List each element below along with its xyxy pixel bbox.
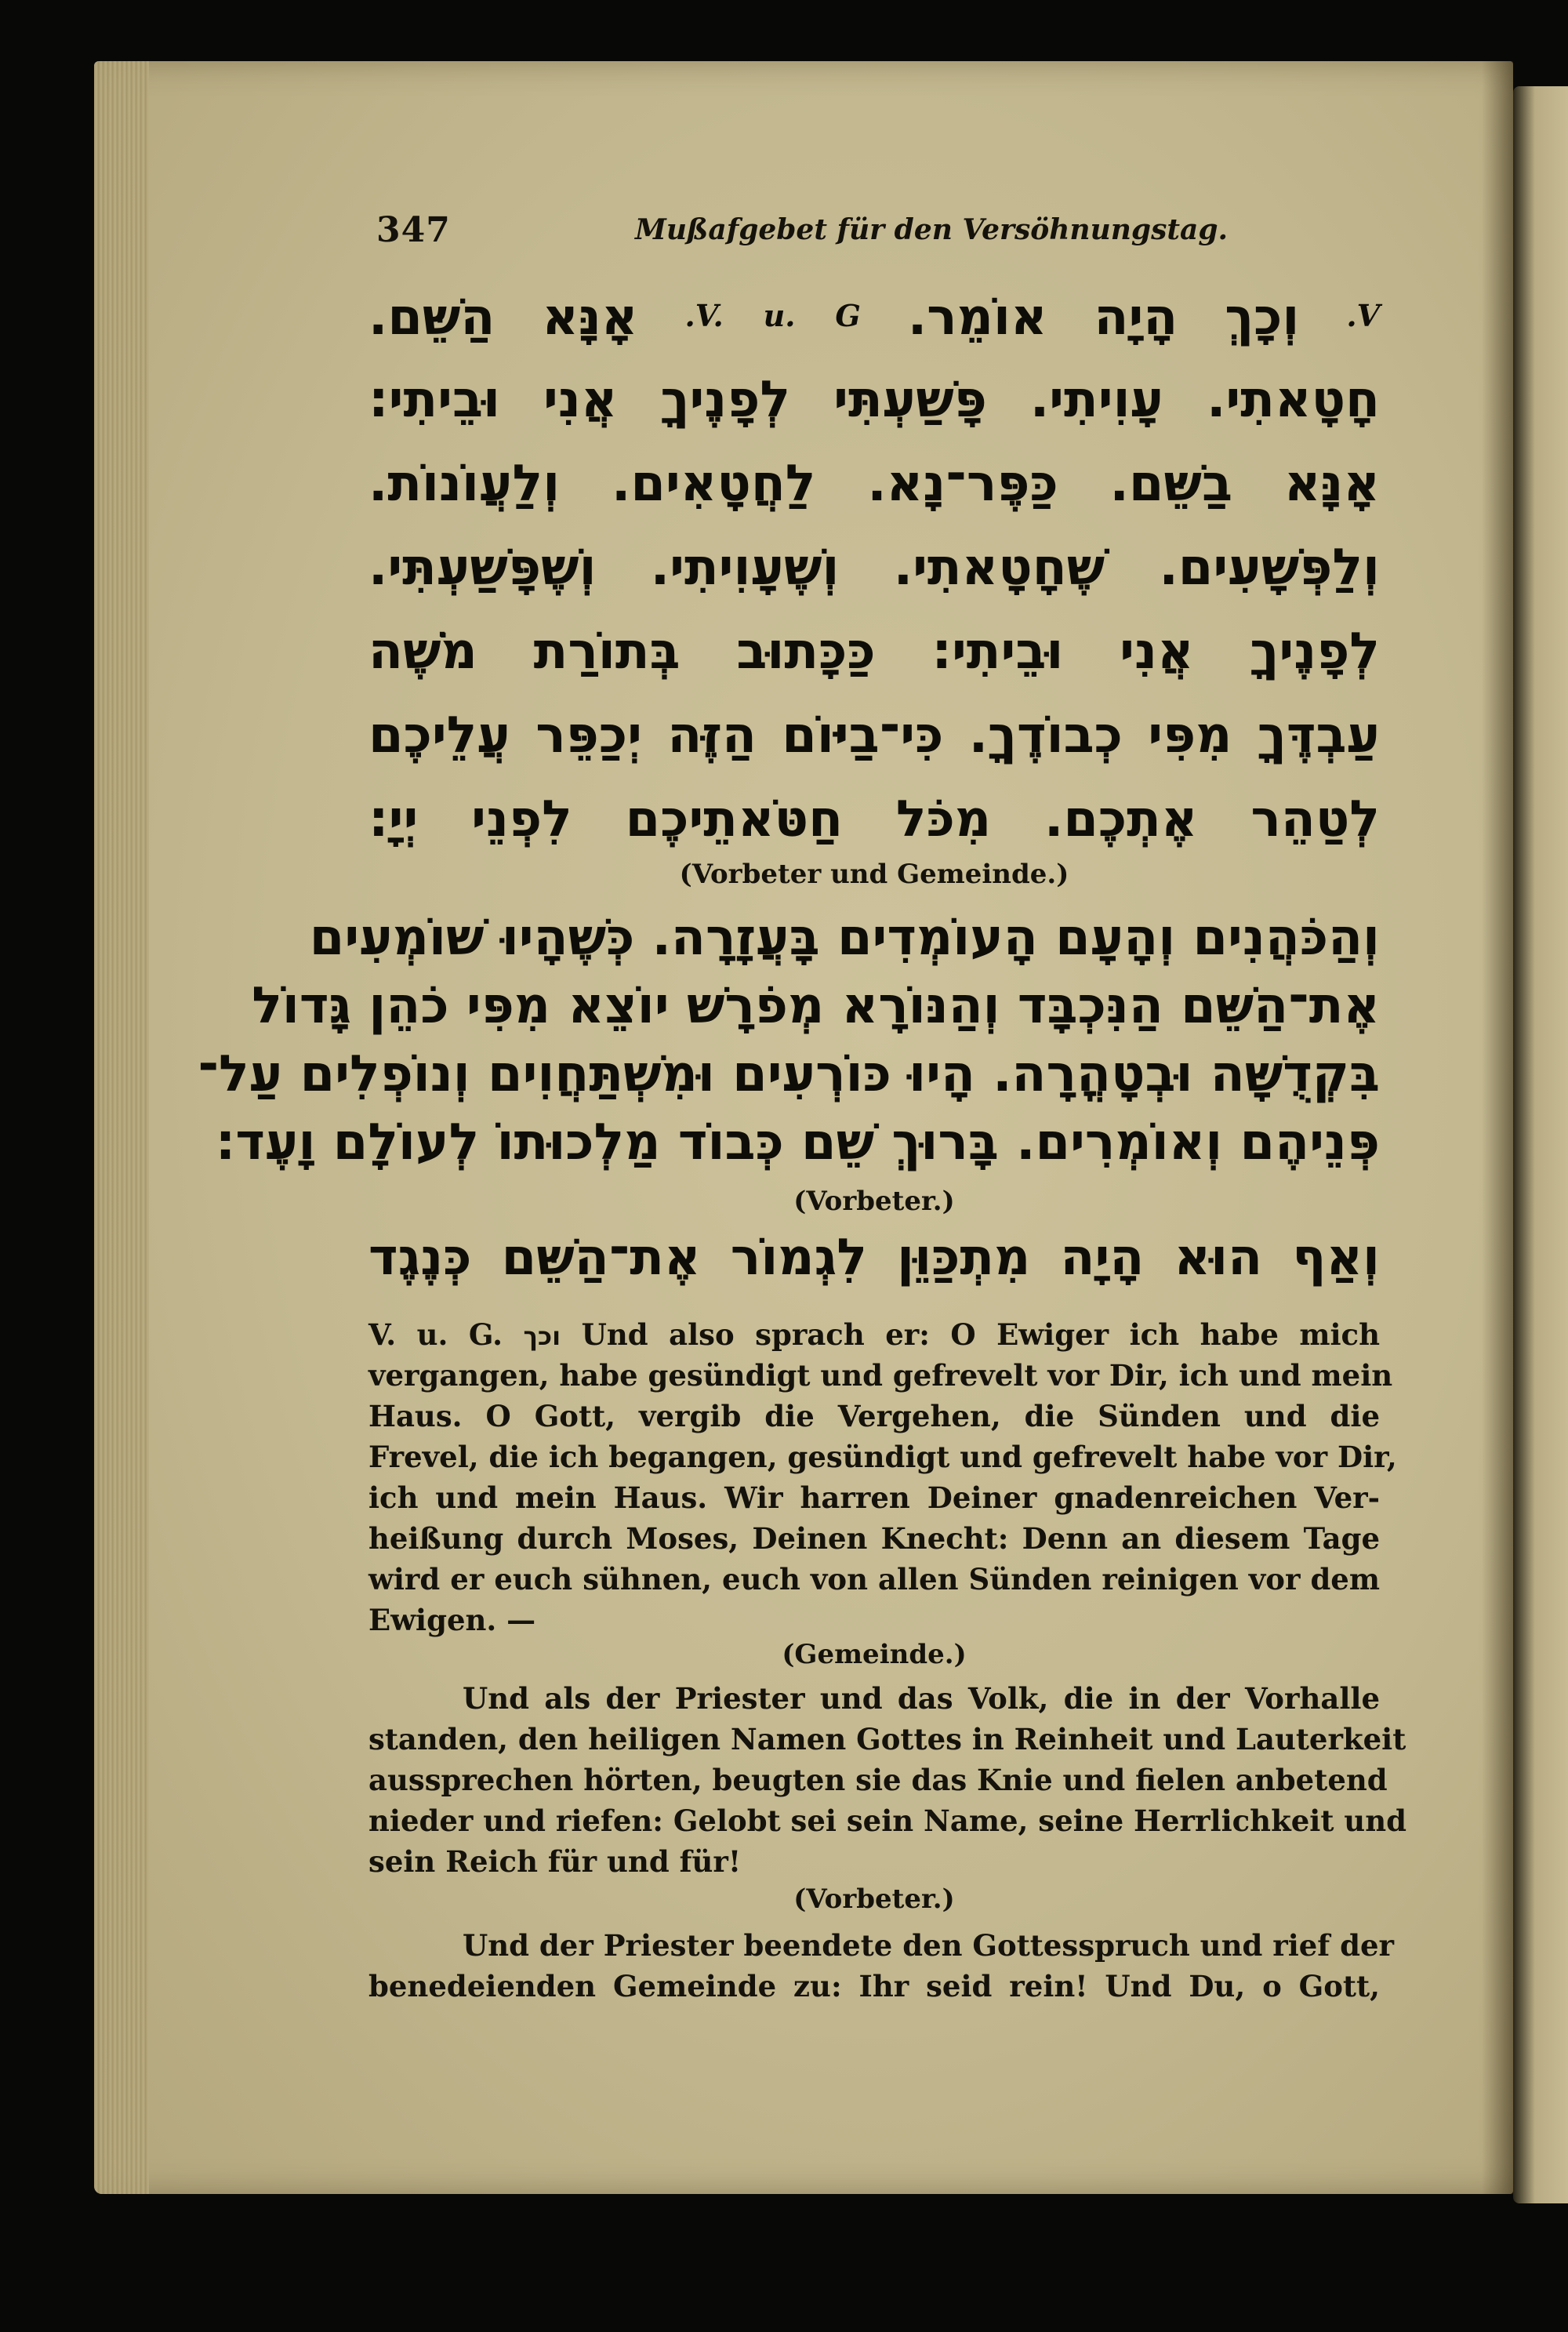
- section-label: (Vorbeter.): [793, 1883, 955, 1915]
- hebrew-keyword: וכך: [523, 1321, 561, 1351]
- section-label: (Gemeinde.): [782, 1639, 967, 1670]
- section-label: (Vorbeter und Gemeinde.): [679, 859, 1069, 890]
- german-line-5: ich und mein Haus. Wir harren Deiner gnadenreichen Ver-: [368, 1480, 1380, 1515]
- german-line-13: sein Reich für und für!: [368, 1844, 742, 1879]
- speaker-marker: V.: [1346, 298, 1381, 333]
- german-line-2: vergangen, habe gesündigt und gefrevelt vor Dir, ich und mein: [368, 1358, 1393, 1393]
- hebrew-line-4: וְלַפְּשָׁעִים. שֶׁחָטָאתִי. וְשֶׁעָוִיתִי. וְשֶׁפָּשַׁעְתִּי.: [368, 539, 1380, 597]
- german-line-11: aussprechen hörten, beugten sie das Knie und fielen anbetend: [368, 1763, 1388, 1797]
- hebrew-text: וְכָךְ הָיָה אוֹמֵר.: [907, 289, 1300, 347]
- speaker-marker: V. u. G.: [684, 298, 861, 333]
- hebrew-line-6: עַבְדֶּךָ מִפִּי כְבוֹדֶךָ. כִּי־בַיּוֹם הַזֶּה יְכַפֵּר עֲלֵיכֶם: [368, 707, 1380, 765]
- hebrew-line-5: לְפָנֶיךָ אֲנִי וּבֵיתִי: כַּכָּתוּב בְּתוֹרַת מֹשֶׁה: [368, 623, 1380, 681]
- hebrew-text: אָנָּא הַשֵּׁם.: [368, 289, 638, 347]
- german-line-10: standen, den heiligen Namen Gottes in Reinheit und Lauterkeit: [368, 1722, 1406, 1756]
- page-stack-edge: [94, 61, 149, 2194]
- german-line-6: heißung durch Moses, Deinen Knecht: Denn an diesem Tage: [368, 1521, 1380, 1556]
- gutter-shadow: [1482, 61, 1513, 2194]
- german-text: Und also sprach er: O Ewiger ich habe mich: [581, 1317, 1380, 1352]
- section-label: (Vorbeter.): [793, 1186, 955, 1217]
- running-title: Mußafgebet für den Versöhnungstag.: [635, 213, 1229, 246]
- hebrew-line-12: וְאַף הוּא הָיָה מִתְכַּוֵּן לִגְמוֹר אֶת־הַשֵּׁם כְּנֶגֶד: [368, 1229, 1380, 1287]
- german-line-12: nieder und riefen: Gelobt sei sein Name, seine Herrlichkeit und: [368, 1803, 1406, 1838]
- hebrew-line-2: חָטָאתִי. עָוִיתִי. פָּשַׁעְתִּי לְפָנֶיךָ אֲנִי וּבֵיתִי:: [368, 371, 1380, 429]
- hebrew-line-10: בִּקְדֻשָּׁה וּבְטָהֳרָה. הָיוּ כּוֹרְעִים וּמִשְׁתַּחֲוִים וְנוֹפְלִים עַל־: [198, 1045, 1380, 1103]
- speaker-marker: V. u. G.: [368, 1317, 503, 1352]
- german-line-1: [368, 1314, 1380, 1355]
- hebrew-line-7: לְטַהֵר אֶתְכֶם. מִכֹּל חַטֹּאתֵיכֶם לִפְנֵי יְיָ:: [368, 790, 1380, 848]
- hebrew-line-9: אֶת־הַשֵּׁם הַנִּכְבָּד וְהַנּוֹרָא מְפֹרָשׁ יוֹצֵא מִפִּי כֹהֵן גָּדוֹל: [252, 977, 1380, 1035]
- page-number: 347: [376, 210, 451, 250]
- german-line-15: benedeienden Gemeinde zu: Ihr seid rein! Und Du, o Gott,: [368, 1969, 1380, 2003]
- german-line-7: wird er euch sühnen, euch von allen Sünden reinigen vor dem: [368, 1562, 1380, 1596]
- german-line-3: Haus. O Gott, vergib die Vergehen, die Sünden und die: [368, 1399, 1380, 1433]
- adjacent-page-edge: [1513, 86, 1568, 2203]
- hebrew-line-3: אָנָּא בַשֵּׁם. כַּפֶּר־נָא. לַחֲטָאִים. וְלַעֲוֹנוֹת.: [368, 455, 1380, 513]
- german-line-8: Ewigen. —: [368, 1603, 536, 1637]
- hebrew-line-11: פְּנֵיהֶם וְאוֹמְרִים. בָּרוּךְ שֵׁם כְּבוֹד מַלְכוּתוֹ לְעוֹלָם וָעֶד:: [215, 1113, 1380, 1171]
- page-header: [376, 210, 1396, 257]
- german-line-14: Und der Priester beendete den Gottesspruch und rief der: [463, 1928, 1395, 1963]
- german-line-4: Frevel, die ich begangen, gesündigt und gefrevelt habe vor Dir,: [368, 1440, 1397, 1474]
- german-line-9: Und als der Priester und das Volk, die in der Vorhalle: [463, 1681, 1380, 1716]
- hebrew-line-8: וְהַכֹּהֲנִים וְהָעָם הָעוֹמְדִים בָּעֲזָרָה. כְּשֶׁהָיוּ שׁוֹמְעִים: [309, 909, 1380, 967]
- hebrew-line-1: [368, 278, 1380, 354]
